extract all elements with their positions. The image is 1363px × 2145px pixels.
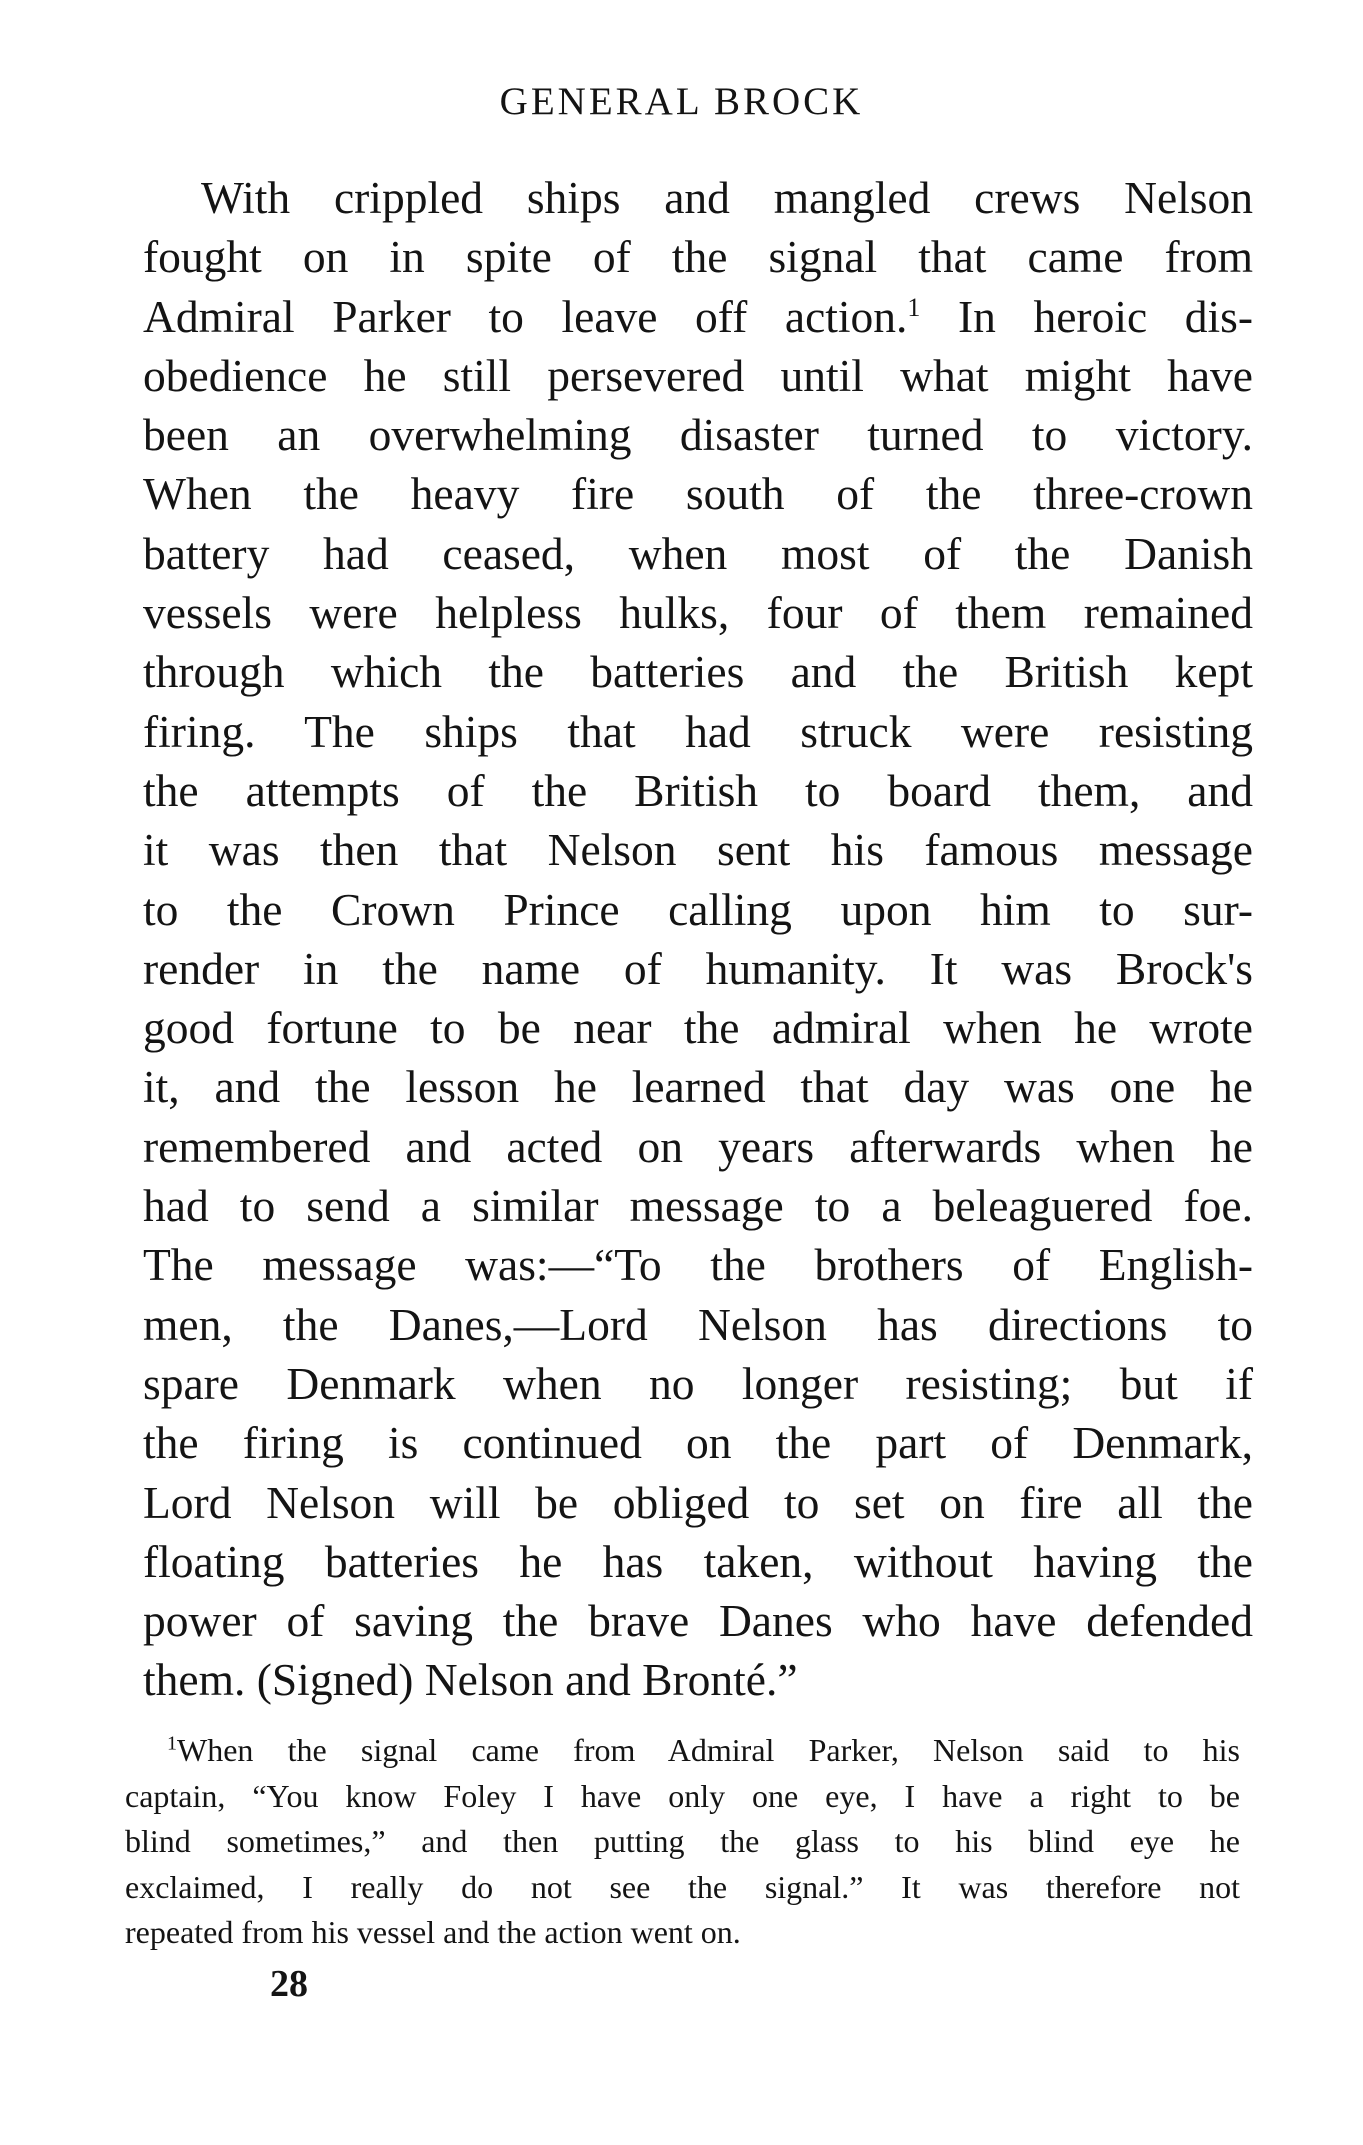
body-line: through which the batteries and the British kept [143,646,1253,698]
running-head-title: GENERAL BROCK [499,80,864,123]
footnote-line-text: When the signal came from Admiral Parker, Nelson said to his [177,1732,1240,1768]
body-line: When the heavy fire south of the three-crown [143,468,1253,520]
footnote-mark: 1 [167,1732,177,1755]
body-line: it, and the lesson he learned that day was one he [143,1061,1253,1113]
body-line-text: Admiral Parker to leave off action. [143,290,908,342]
body-line: them. (Signed) Nelson and Bronté.” [143,1654,798,1706]
body-line: the firing is continued on the part of Denmark, [143,1417,1253,1469]
body-line: The message was:—“To the brothers of English- [143,1239,1253,1291]
body-line: had to send a similar message to a beleaguered foe. [143,1180,1253,1232]
body-line: vessels were helpless hulks, four of them remained [143,587,1253,639]
body-line: been an overwhelming disaster turned to victory. [143,409,1253,461]
body-line: With crippled ships and mangled crews Nelson [201,172,1253,223]
body-line-text: In heroic dis- [920,290,1253,342]
footnote-line: repeated from his vessel and the action went on. [125,1914,741,1950]
body-line [143,287,1253,346]
footnote-line: exclaimed, I really do not see the signal.” It was therefore not [125,1868,1240,1905]
footnote-line [125,1728,1240,1774]
body-line: obedience he still persevered until what might have [143,349,1253,401]
body-line: floating batteries he has taken, without having the [143,1535,1253,1587]
body-line: the attempts of the British to board them, and [143,764,1253,816]
body-paragraph [143,168,1253,1710]
page-number: 28 [270,1963,308,2005]
body-line: Lord Nelson will be obliged to set on fire all the [143,1476,1253,1528]
body-line: spare Denmark when no longer resisting; but if [143,1357,1253,1409]
body-line: battery had ceased, when most of the Danish [143,527,1253,579]
body-line: render in the name of humanity. It was Brock's [143,942,1253,994]
footnote-reference-mark: 1 [907,292,921,322]
footnote [125,1728,1240,1956]
footnote-line: blind sometimes,” and then putting the glass to his blind eye he [125,1823,1240,1859]
body-line: good fortune to be near the admiral when he wrote [143,1002,1253,1054]
body-line: it was then that Nelson sent his famous message [143,824,1253,876]
body-line: men, the Danes,—Lord Nelson has directions to [143,1298,1253,1350]
body-line: firing. The ships that had struck were resisting [143,705,1253,757]
body-line: remembered and acted on years afterwards when he [143,1120,1253,1172]
body-line: power of saving the brave Danes who have defended [143,1595,1253,1647]
body-line: to the Crown Prince calling upon him to sur- [143,883,1253,935]
body-line: fought on in spite of the signal that came from [143,231,1253,283]
footnote-line: captain, “You know Foley I have only one eye, I have a right to be [125,1777,1240,1814]
